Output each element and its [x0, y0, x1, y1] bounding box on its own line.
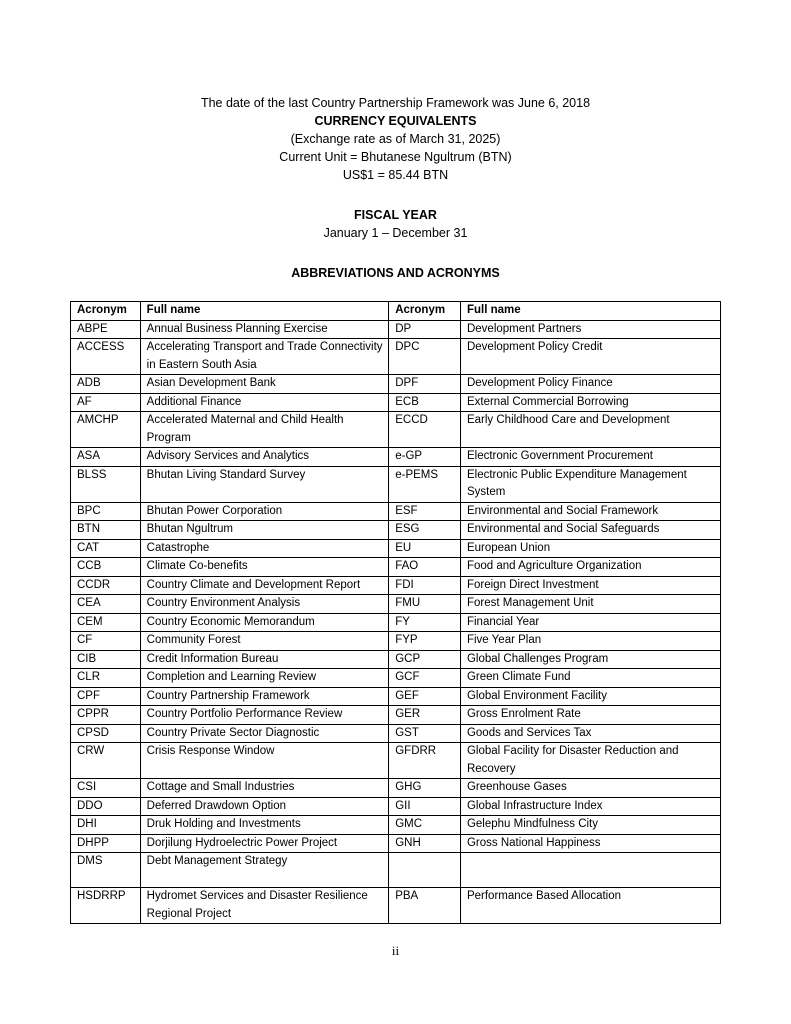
full-name-cell: Bhutan Power Corporation: [140, 502, 389, 521]
full-name-cell: Greenhouse Gases: [460, 779, 720, 798]
table-row: [71, 743, 721, 779]
full-name-cell: Country Environment Analysis: [140, 595, 389, 614]
full-name-cell: Environmental and Social Framework: [460, 502, 720, 521]
current-unit-line: Current Unit = Bhutanese Ngultrum (BTN): [279, 150, 512, 164]
table-row: [71, 558, 721, 577]
acronym-cell: FDI: [389, 576, 461, 595]
acronym-cell: DPF: [389, 375, 461, 394]
full-name-cell: Annual Business Planning Exercise: [140, 320, 389, 339]
full-name-cell: Completion and Learning Review: [140, 669, 389, 688]
acronym-cell: DMS: [71, 853, 141, 888]
acronym-cell: CAT: [71, 539, 141, 558]
acronym-cell: e-GP: [389, 448, 461, 467]
table-row: [71, 834, 721, 853]
acronym-cell: CF: [71, 632, 141, 651]
full-name-cell: Global Challenges Program: [460, 650, 720, 669]
acronym-cell: GMC: [389, 816, 461, 835]
acronym-cell: CSI: [71, 779, 141, 798]
table-row: [71, 816, 721, 835]
acronym-cell: DDO: [71, 797, 141, 816]
acronym-cell: GER: [389, 706, 461, 725]
acronym-cell: ESG: [389, 521, 461, 540]
table-row: [71, 393, 721, 412]
full-name-cell: Gross National Happiness: [460, 834, 720, 853]
acronym-cell: BLSS: [71, 466, 141, 502]
currency-block: [0, 94, 791, 184]
full-name-cell: Climate Co-benefits: [140, 558, 389, 577]
full-name-cell: Country Private Sector Diagnostic: [140, 724, 389, 743]
full-name-cell: Cottage and Small Industries: [140, 779, 389, 798]
full-name-cell: Performance Based Allocation: [460, 888, 720, 924]
column-header: Acronym: [389, 302, 461, 321]
acronym-cell: GNH: [389, 834, 461, 853]
full-name-cell: Hydromet Services and Disaster Resilience Regional Project: [140, 888, 389, 924]
column-header: Full name: [460, 302, 720, 321]
full-name-cell: Development Policy Finance: [460, 375, 720, 394]
acronym-cell: CEM: [71, 613, 141, 632]
full-name-cell: Food and Agriculture Organization: [460, 558, 720, 577]
acronym-cell: DPC: [389, 339, 461, 375]
full-name-cell: Dorjilung Hydroelectric Power Project: [140, 834, 389, 853]
full-name-cell: Development Policy Credit: [460, 339, 720, 375]
acronym-cell: DP: [389, 320, 461, 339]
full-name-cell: Environmental and Social Safeguards: [460, 521, 720, 540]
page-number: ii: [391, 943, 400, 958]
acronym-cell: FAO: [389, 558, 461, 577]
acronym-cell: ECB: [389, 393, 461, 412]
table-row: [71, 521, 721, 540]
acronym-cell: CCDR: [71, 576, 141, 595]
full-name-cell: [460, 853, 720, 888]
acronym-cell: CLR: [71, 669, 141, 688]
table-row: [71, 448, 721, 467]
full-name-cell: Global Facility for Disaster Reduction and Recovery: [460, 743, 720, 779]
table-row: [71, 687, 721, 706]
full-name-cell: Gelephu Mindfulness City: [460, 816, 720, 835]
abbreviations-title-block: [0, 264, 791, 282]
table-row: [71, 339, 721, 375]
cpf-date-line: The date of the last Country Partnership Framework was June 6, 2018: [200, 96, 591, 110]
full-name-cell: External Commercial Borrowing: [460, 393, 720, 412]
acronym-cell: GFDRR: [389, 743, 461, 779]
acronym-cell: GCP: [389, 650, 461, 669]
acronym-cell: EU: [389, 539, 461, 558]
full-name-cell: Global Environment Facility: [460, 687, 720, 706]
acronym-cell: GEF: [389, 687, 461, 706]
exchange-rate-value: US$1 = 85.44 BTN: [342, 168, 449, 182]
acronym-cell: CEA: [71, 595, 141, 614]
full-name-cell: Country Economic Memorandum: [140, 613, 389, 632]
acronym-cell: AF: [71, 393, 141, 412]
abbreviations-title: ABBREVIATIONS AND ACRONYMS: [291, 266, 500, 280]
full-name-cell: Early Childhood Care and Development: [460, 412, 720, 448]
full-name-cell: Five Year Plan: [460, 632, 720, 651]
table-row: [71, 888, 721, 924]
full-name-cell: Crisis Response Window: [140, 743, 389, 779]
full-name-cell: Debt Management Strategy: [140, 853, 389, 888]
full-name-cell: Advisory Services and Analytics: [140, 448, 389, 467]
column-header: Full name: [140, 302, 389, 321]
table-row: [71, 853, 721, 888]
full-name-cell: Additional Finance: [140, 393, 389, 412]
full-name-cell: Electronic Government Procurement: [460, 448, 720, 467]
abbreviations-table: [70, 301, 721, 924]
full-name-cell: Country Partnership Framework: [140, 687, 389, 706]
table-row: [71, 412, 721, 448]
acronym-cell: CIB: [71, 650, 141, 669]
full-name-cell: Catastrophe: [140, 539, 389, 558]
acronym-cell: HSDRRP: [71, 888, 141, 924]
exchange-rate-note: (Exchange rate as of March 31, 2025): [290, 132, 501, 146]
acronym-cell: ABPE: [71, 320, 141, 339]
table-row: [71, 576, 721, 595]
table-row: [71, 613, 721, 632]
acronym-cell: CPSD: [71, 724, 141, 743]
table-row: [71, 779, 721, 798]
acronym-cell: DHI: [71, 816, 141, 835]
acronym-cell: ECCD: [389, 412, 461, 448]
full-name-cell: Country Climate and Development Report: [140, 576, 389, 595]
acronym-cell: DHPP: [71, 834, 141, 853]
acronym-cell: e-PEMS: [389, 466, 461, 502]
table-row: [71, 466, 721, 502]
fiscal-year-block: [0, 206, 791, 242]
full-name-cell: Green Climate Fund: [460, 669, 720, 688]
full-name-cell: Financial Year: [460, 613, 720, 632]
acronym-cell: CPF: [71, 687, 141, 706]
table-row: [71, 595, 721, 614]
table-header-row: [71, 302, 721, 321]
full-name-cell: Gross Enrolment Rate: [460, 706, 720, 725]
table-row: [71, 632, 721, 651]
full-name-cell: Development Partners: [460, 320, 720, 339]
acronym-cell: ASA: [71, 448, 141, 467]
acronym-cell: CPPR: [71, 706, 141, 725]
full-name-cell: Credit Information Bureau: [140, 650, 389, 669]
acronym-cell: ADB: [71, 375, 141, 394]
table-row: [71, 706, 721, 725]
full-name-cell: Global Infrastructure Index: [460, 797, 720, 816]
acronym-cell: FMU: [389, 595, 461, 614]
table-row: [71, 650, 721, 669]
table-row: [71, 797, 721, 816]
table-row: [71, 502, 721, 521]
acronym-cell: CRW: [71, 743, 141, 779]
acronym-cell: GHG: [389, 779, 461, 798]
full-name-cell: Deferred Drawdown Option: [140, 797, 389, 816]
full-name-cell: Accelerating Transport and Trade Connectivity in Eastern South Asia: [140, 339, 389, 375]
table-row: [71, 669, 721, 688]
acronym-cell: BPC: [71, 502, 141, 521]
table-row: [71, 724, 721, 743]
fiscal-year-title: FISCAL YEAR: [354, 208, 437, 222]
full-name-cell: Goods and Services Tax: [460, 724, 720, 743]
acronym-cell: [389, 853, 461, 888]
full-name-cell: Foreign Direct Investment: [460, 576, 720, 595]
full-name-cell: Electronic Public Expenditure Management System: [460, 466, 720, 502]
acronym-cell: ACCESS: [71, 339, 141, 375]
acronym-cell: CCB: [71, 558, 141, 577]
acronym-cell: GII: [389, 797, 461, 816]
column-header: Acronym: [71, 302, 141, 321]
table-body: [71, 320, 721, 924]
full-name-cell: Asian Development Bank: [140, 375, 389, 394]
acronym-cell: ESF: [389, 502, 461, 521]
acronym-cell: AMCHP: [71, 412, 141, 448]
table-row: [71, 320, 721, 339]
acronym-cell: FYP: [389, 632, 461, 651]
full-name-cell: Country Portfolio Performance Review: [140, 706, 389, 725]
full-name-cell: Community Forest: [140, 632, 389, 651]
full-name-cell: Accelerated Maternal and Child Health Program: [140, 412, 389, 448]
full-name-cell: European Union: [460, 539, 720, 558]
table-row: [71, 375, 721, 394]
acronym-cell: BTN: [71, 521, 141, 540]
full-name-cell: Forest Management Unit: [460, 595, 720, 614]
full-name-cell: Druk Holding and Investments: [140, 816, 389, 835]
full-name-cell: Bhutan Living Standard Survey: [140, 466, 389, 502]
acronym-cell: GCF: [389, 669, 461, 688]
acronym-cell: FY: [389, 613, 461, 632]
acronym-cell: GST: [389, 724, 461, 743]
fiscal-year-period: January 1 – December 31: [323, 226, 468, 240]
currency-title: CURRENCY EQUIVALENTS: [314, 114, 477, 128]
acronym-cell: PBA: [389, 888, 461, 924]
full-name-cell: Bhutan Ngultrum: [140, 521, 389, 540]
table-row: [71, 539, 721, 558]
